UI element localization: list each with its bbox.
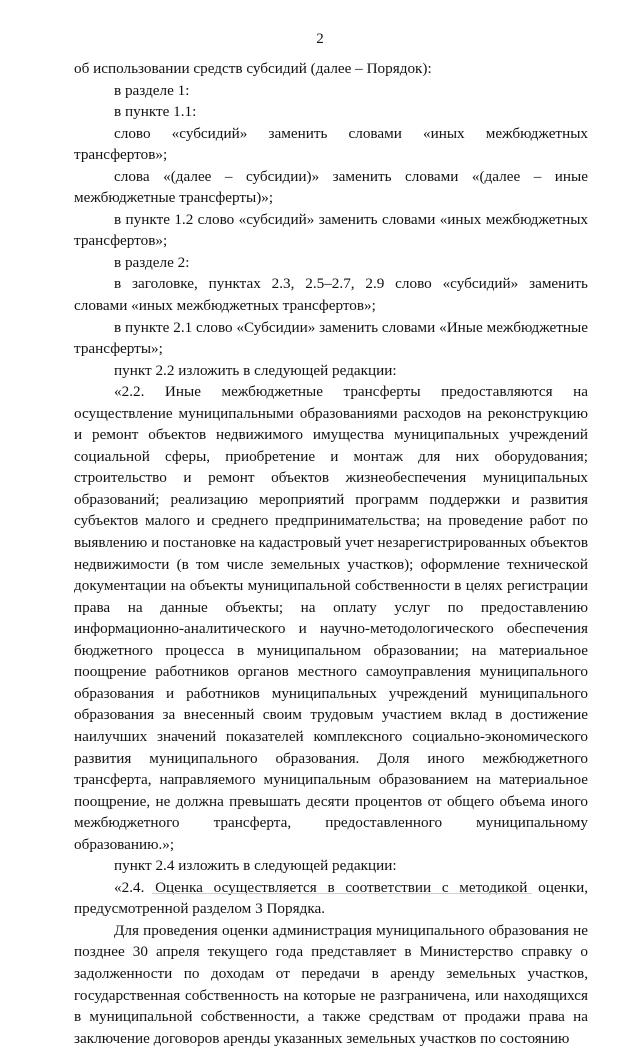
paragraph: в разделе 2: (114, 253, 190, 271)
page-number: 2 (316, 31, 324, 47)
paragraph: в разделе 1: (114, 81, 190, 99)
bottom-rule (152, 893, 532, 894)
paragraph: в пункте 1.2 слово «субсидий» заменить словами «иных межбюджетных трансфертов»; (74, 210, 588, 250)
paragraph: «2.2. Иные межбюджетные трансферты предоставляются на осуществление муниципальными образованиями расходов на реконструкцию и ремонт объектов недвижимого имущества муниципальных учреждений социальной сферы, приобретение и монтаж для них оборудования; строительство и ремонт объектов жизнеобеспечения муниципальных образований; реализацию мероприятий программ поддержки и развития субъектов малого и среднего предпринимательства; на проведение работ по выявлению и постановке на кадастровый учет незарегистрированных объектов недвижимости (в том числе земельных участков); оформление технической документации на объекты муниципальной собственности в целях регистрации права на данные объекты; на оплату услуг по предоставлению информационно-аналитического и научно-методологического обеспечения бюджетного процесса в муниципальном образовании; на материальное поощрение работников органов местного самоуправления муниципального образования и работников муниципальных учреждений муниципального образования за внесенный своим трудовым участием вклад в достижение наилучших значений показателей комплексного социально-экономического развития муниципального образования. Доля иного межбюджетного трансферта, направляемого муниципальным образованием на материальное поощрение, не должна превышать десяти процентов от общего объема иного межбюджетного трансферта, предоставленного муниципальному образованию.»; (74, 383, 588, 853)
paragraph: слово «субсидий» заменить словами «иных межбюджетных трансфертов»; (74, 124, 588, 164)
paragraph: в заголовке, пунктах 2.3, 2.5–2.7, 2.9 слово «субсидий» заменить словами «иных межбюджетных трансфертов»; (74, 275, 588, 315)
paragraph: пункт 2.4 изложить в следующей редакции: (114, 857, 397, 875)
paragraph: слова «(далее – субсидии)» заменить словами «(далее – иные межбюджетные трансферты)»; (74, 167, 588, 207)
document-body (74, 58, 588, 1049)
paragraph: пункт 2.2 изложить в следующей редакции: (114, 361, 397, 379)
paragraph: Для проведения оценки администрация муниципального образования не позднее 30 апреля текущего года представляет в Министерство справку о задолженности по доходам от передачи в аренду земельных участков, государственная собственность на которые не разграничена, или находящихся в муниципальной собственности, а также средствам от продажи права на заключение договоров аренды указанных земельных участков по состоянию (74, 921, 588, 1047)
paragraph: в пункте 2.1 слово «Субсидии» заменить словами «Иные межбюджетные трансферты»; (74, 318, 588, 358)
paragraph: об использовании средств субсидий (далее – Порядок): (74, 60, 432, 77)
paragraph: «2.4. Оценка осуществляется в соответствии с методикой оценки, предусмотренной разделом 3 Порядка. (74, 878, 588, 918)
paragraph: в пункте 1.1: (114, 103, 197, 121)
